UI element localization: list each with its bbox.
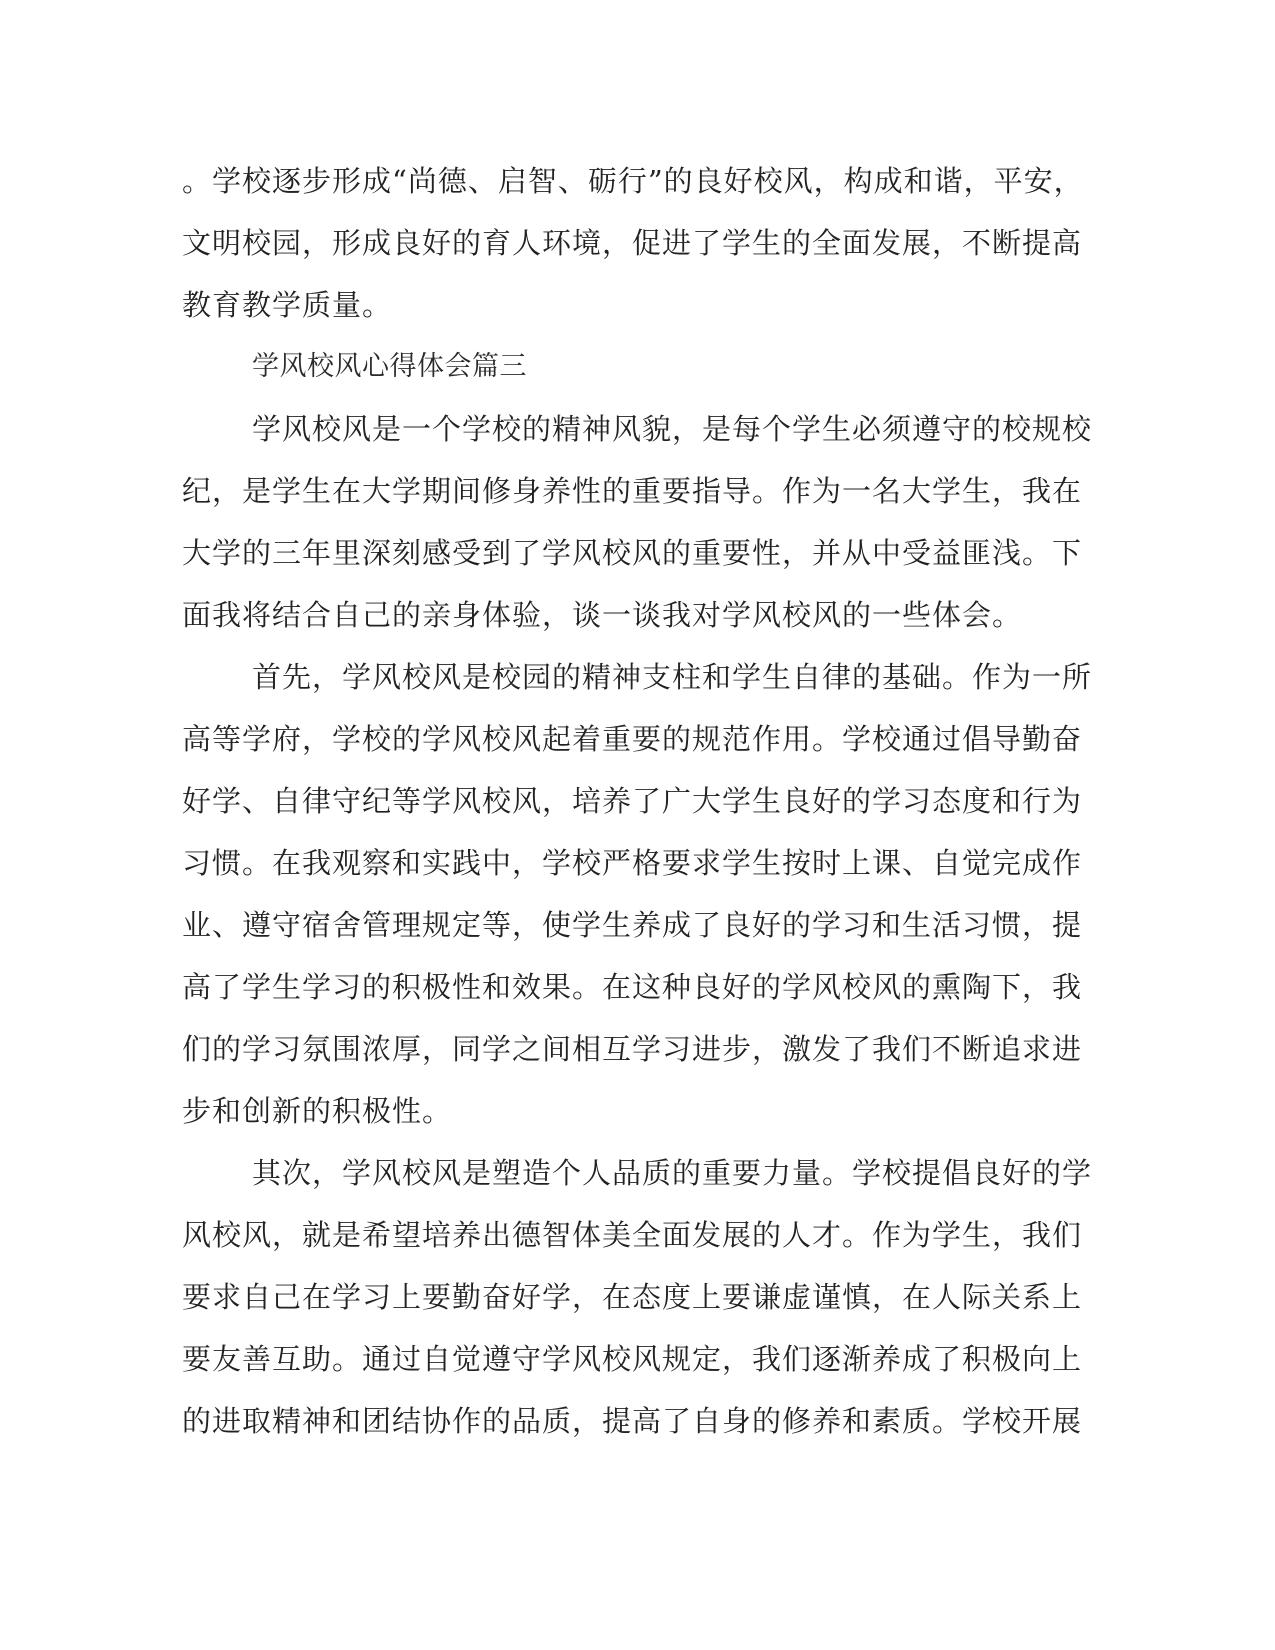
continuation-line: 教育教学质量。 <box>182 288 393 322</box>
paragraph-2-line: 步和创新的积极性。 <box>182 1094 453 1128</box>
section-heading: 学风校风心得体会篇三 <box>252 351 527 382</box>
paragraph-2-line: 业、遵守宿舍管理规定等，使学生养成了良好的学习和生活习惯，提 <box>182 908 1083 942</box>
paragraph-1-line: 面我将结合自己的亲身体验，谈一谈我对学风校风的一些体会。 <box>182 598 1023 632</box>
paragraph-2-line: 高了学生学习的积极性和效果。在这种良好的学风校风的熏陶下，我 <box>182 970 1083 1004</box>
paragraph-1-line: 学风校风是一个学校的精神风貌，是每个学生必须遵守的校规校 <box>252 412 1093 446</box>
paragraph-3-line: 其次，学风校风是塑造个人品质的重要力量。学校提倡良好的学 <box>252 1156 1093 1190</box>
paragraph-1-line: 纪，是学生在大学期间修身养性的重要指导。作为一名大学生，我在 <box>182 474 1083 508</box>
paragraph-1-line: 大学的三年里深刻感受到了学风校风的重要性，并从中受益匪浅。下 <box>182 536 1083 570</box>
paragraph-2-line: 们的学习氛围浓厚，同学之间相互学习进步，激发了我们不断追求进 <box>182 1032 1083 1066</box>
paragraph-2-line: 好学、自律守纪等学风校风，培养了广大学生良好的学习态度和行为 <box>182 784 1083 818</box>
document-body <box>182 150 1093 1452</box>
continuation-line: 。学校逐步形成“尚德、启智、砺行”的良好校风，构成和谐，平安， <box>182 164 1084 198</box>
continuation-line: 文明校园，形成良好的育人环境，促进了学生的全面发展，不断提高 <box>182 226 1083 260</box>
paragraph-3-line: 的进取精神和团结协作的品质，提高了自身的修养和素质。学校开展 <box>182 1404 1083 1438</box>
paragraph-2-line: 高等学府，学校的学风校风起着重要的规范作用。学校通过倡导勤奋 <box>182 722 1083 756</box>
paragraph-2-line: 首先，学风校风是校园的精神支柱和学生自律的基础。作为一所 <box>252 660 1093 694</box>
paragraph-3-line: 要求自己在学习上要勤奋好学，在态度上要谦虚谨慎，在人际关系上 <box>182 1280 1083 1314</box>
paragraph-3-line: 风校风，就是希望培养出德智体美全面发展的人才。作为学生，我们 <box>182 1218 1083 1252</box>
paragraph-3-line: 要友善互助。通过自觉遵守学风校风规定，我们逐渐养成了积极向上 <box>182 1342 1083 1376</box>
paragraph-2-line: 习惯。在我观察和实践中，学校严格要求学生按时上课、自觉完成作 <box>182 846 1083 880</box>
